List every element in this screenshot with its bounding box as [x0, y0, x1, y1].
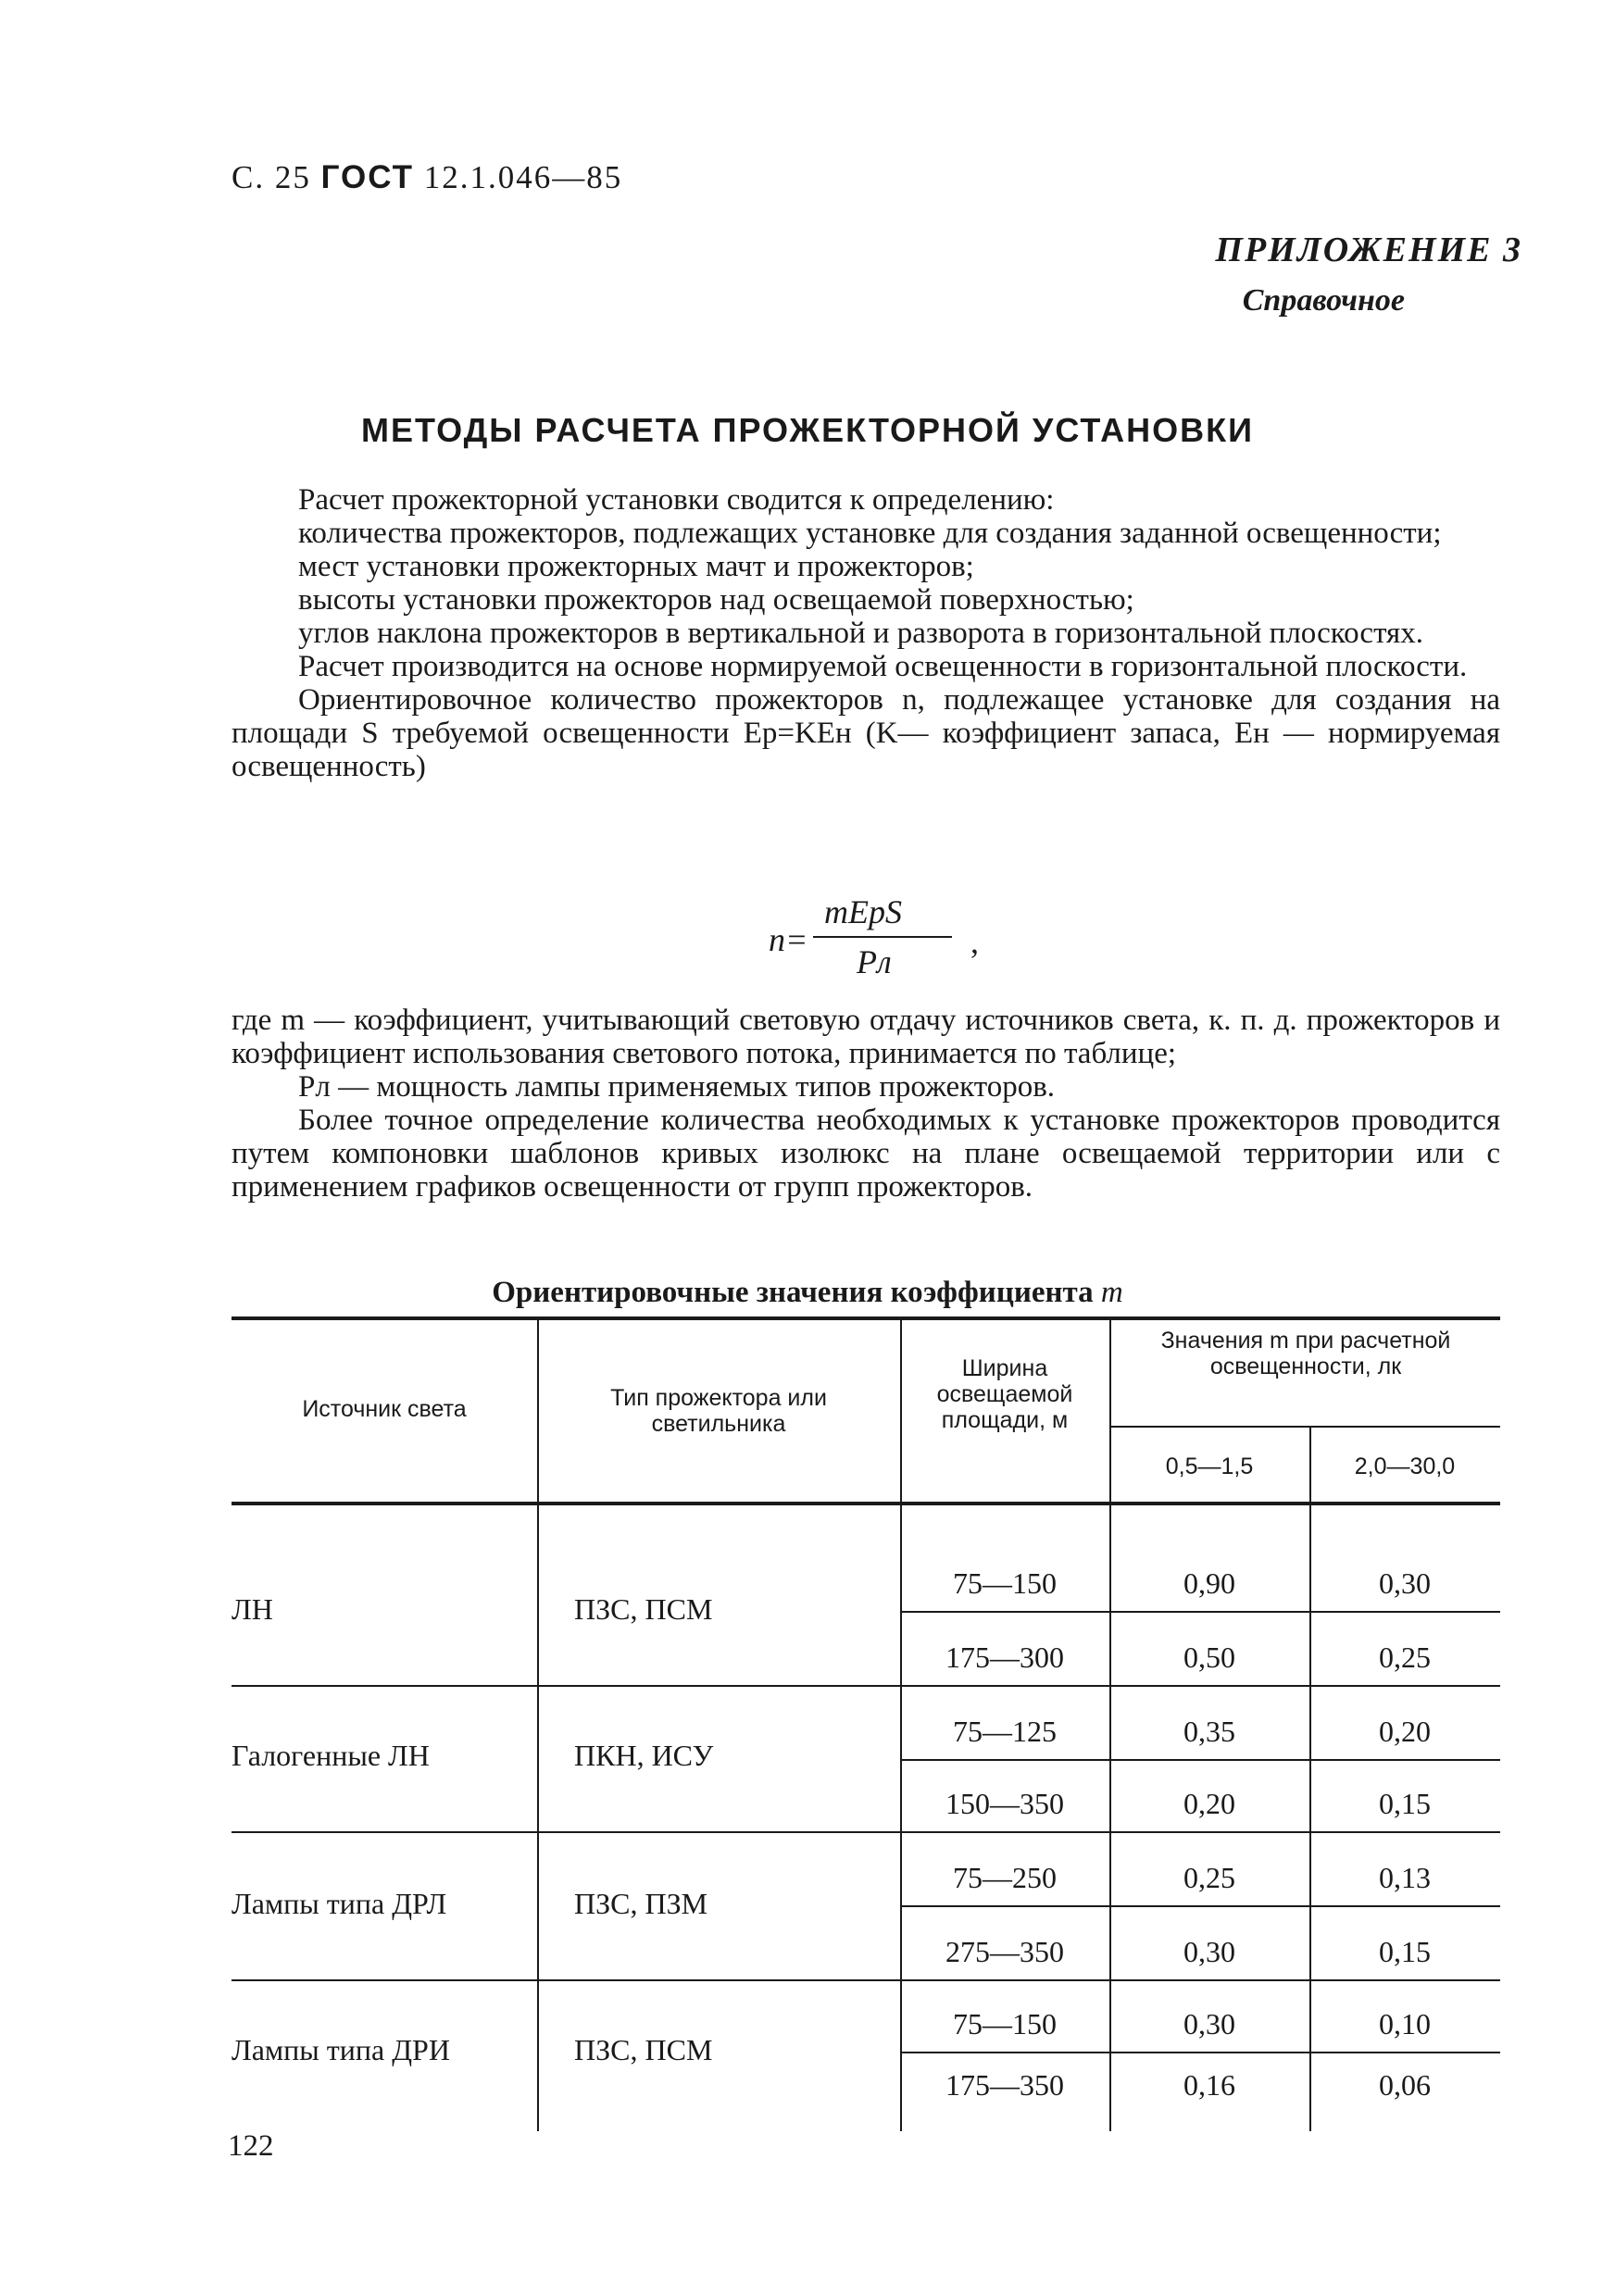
cell-high: 0,25 [1379, 1641, 1431, 1674]
paragraph: Ориентировочное количество прожекторов n, подлежащее установке для создания на площади S требуемой освещенности Eр=KEн (K— коэффициент запаса, Eн — нормируемая освещенность) [232, 683, 1500, 783]
header-prefix: С. 25 [232, 159, 311, 195]
cell-low: 0,30 [1183, 1935, 1235, 1968]
cell-low: 0,50 [1183, 1641, 1235, 1674]
cell-low: 0,20 [1183, 1787, 1235, 1820]
group-rule [232, 1685, 1500, 1687]
formula-tail: , [970, 923, 979, 960]
cell-source: Лампы типа ДРЛ [232, 1887, 447, 1920]
cell-width: 175—350 [945, 2068, 1064, 2102]
paragraph: где m — коэффициент, учитывающий световую отдачу источников света, к. п. д. прожекторов и коэффициент использования светового потока, принимается по таблице; [232, 1004, 1500, 1070]
formula [759, 892, 982, 994]
cell-source: Лампы типа ДРИ [232, 2033, 450, 2066]
cell-low: 0,30 [1183, 2007, 1235, 2040]
cell-width: 75—150 [953, 2007, 1057, 2040]
cell-width: 75—150 [953, 1566, 1057, 1600]
coefficient-table [232, 1316, 1500, 2131]
body-text-explanation [232, 1004, 1500, 1204]
paragraph: мест установки прожекторных мачт и прожекторов; [298, 550, 974, 583]
header-col-low: 0,5—1,5 [1165, 1454, 1254, 1479]
header-width: Ширина освещаемой площади, м [936, 1355, 1073, 1433]
header-subdivider [1109, 1426, 1500, 1428]
paragraph: Pл — мощность лампы применяемых типов прожекторов. [298, 1070, 1056, 1104]
header-type: Тип прожектора или светильника [610, 1385, 827, 1437]
cell-width: 175—300 [945, 1641, 1064, 1674]
header-values-group: Значения m при расчетной освещенности, лк [1160, 1328, 1451, 1379]
cell-low: 0,90 [1183, 1566, 1235, 1600]
cell-high: 0,20 [1379, 1715, 1431, 1748]
row-rule [900, 1611, 1500, 1613]
table-top-rule [232, 1316, 1500, 1320]
header-standard: ГОСТ [320, 159, 414, 195]
cell-high: 0,06 [1379, 2068, 1431, 2102]
appendix-subtitle: Справочное [1242, 283, 1405, 318]
row-rule [900, 2052, 1500, 2053]
document-title: МЕТОДЫ РАСЧЕТА ПРОЖЕКТОРНОЙ УСТАНОВКИ [361, 411, 1254, 449]
cell-source: Галогенные ЛН [232, 1739, 430, 1772]
page-header [232, 159, 622, 196]
formula-denominator: Pл [857, 943, 892, 980]
cell-source: ЛН [232, 1592, 273, 1626]
cell-low: 0,25 [1183, 1861, 1235, 1894]
group-rule [232, 1979, 1500, 1981]
cell-width: 75—125 [953, 1715, 1057, 1748]
cell-high: 0,30 [1379, 1566, 1431, 1600]
cell-high: 0,10 [1379, 2007, 1431, 2040]
fraction-bar [813, 936, 952, 938]
header-source: Источник света [302, 1396, 467, 1422]
cell-high: 0,15 [1379, 1935, 1431, 1968]
formula-lhs: n= [769, 921, 808, 958]
cell-high: 0,13 [1379, 1861, 1431, 1894]
cell-type: ПЗС, ПСМ [574, 1592, 713, 1626]
header-code: 12.1.046—85 [423, 159, 623, 195]
paragraph: углов наклона прожекторов в вертикальной и разворота в горизонтальной плоскостях. [298, 617, 1423, 650]
paragraph: количества прожекторов, подлежащих установке для создания заданной освещенности; [298, 517, 1442, 550]
group-rule [232, 1831, 1500, 1833]
row-rule [900, 1759, 1500, 1761]
appendix-title: ПРИЛОЖЕНИЕ 3 [1215, 231, 1522, 269]
page-number: 122 [228, 2129, 274, 2163]
cell-width: 275—350 [945, 1935, 1064, 1968]
cell-type: ПКН, ИСУ [574, 1739, 714, 1772]
col-divider [537, 1316, 539, 2131]
cell-width: 150—350 [945, 1787, 1064, 1820]
cell-type: ПЗС, ПСМ [574, 2033, 713, 2066]
paragraph: высоты установки прожекторов над освещаемой поверхностью; [298, 583, 1134, 617]
header-col-high: 2,0—30,0 [1354, 1454, 1456, 1479]
table-caption-var: m [1100, 1276, 1123, 1309]
cell-low: 0,35 [1183, 1715, 1235, 1748]
table-caption-text: Ориентировочные значения коэффициента [492, 1276, 1094, 1309]
paragraph: Более точное определение количества необходимых к установке прожекторов проводится путем компоновки шаблонов кривых изолюкс на плане освещаемой территории или с применением графиков освещенности от групп прожекторов. [232, 1104, 1500, 1204]
cell-width: 75—250 [953, 1861, 1057, 1894]
cell-high: 0,15 [1379, 1787, 1431, 1820]
cell-low: 0,16 [1183, 2068, 1235, 2102]
body-text-intro [232, 483, 1500, 783]
paragraph: Расчет производится на основе нормируемой освещенности в горизонтальной плоскости. [298, 650, 1468, 683]
table-caption [0, 1276, 1615, 1310]
paragraph: Расчет прожекторной установки сводится к определению: [298, 483, 1055, 517]
cell-type: ПЗС, ПЗМ [574, 1887, 708, 1920]
formula-numerator: mEрS [824, 893, 902, 930]
row-rule [900, 1905, 1500, 1907]
